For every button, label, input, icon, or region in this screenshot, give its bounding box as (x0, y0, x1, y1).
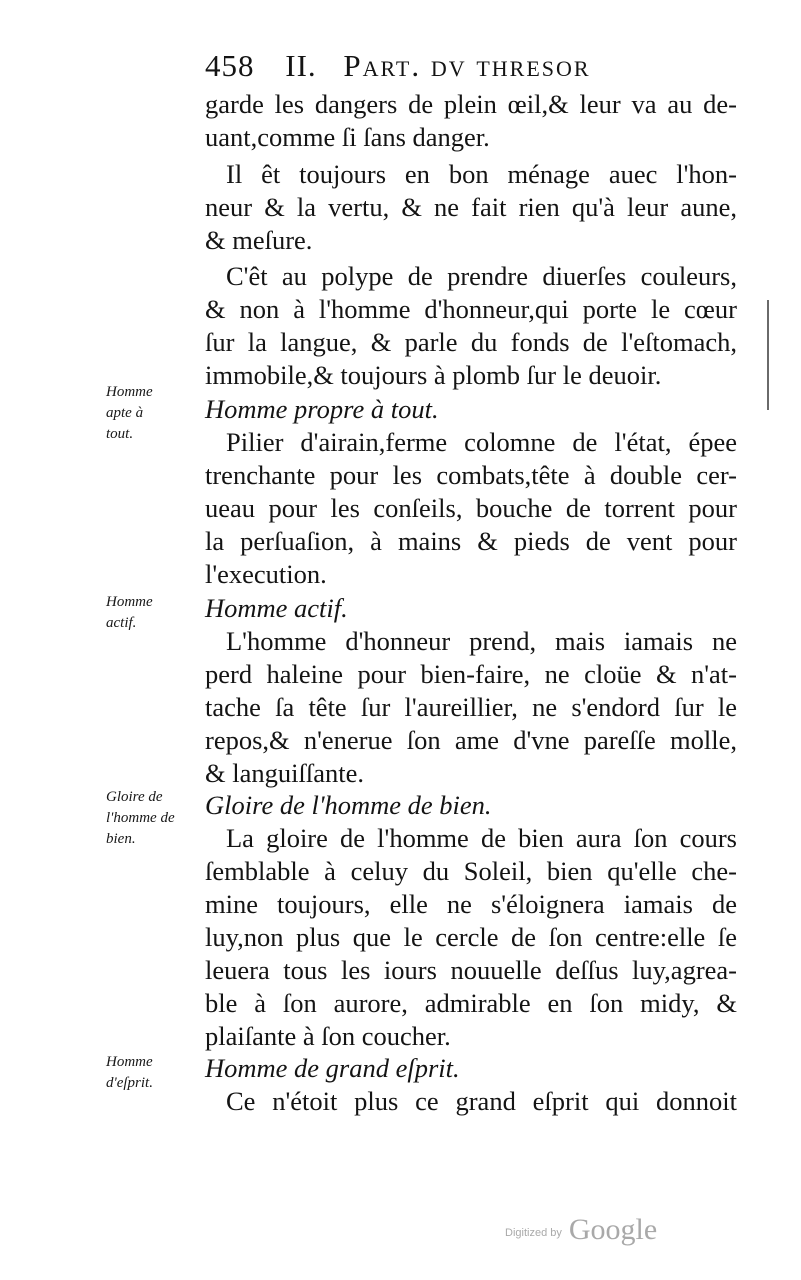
text-line: & non à l'homme d'honneur,qui porte le cœur (205, 294, 737, 324)
text-line: ble à ſon aurore, admirable en ſon midy, & (205, 988, 737, 1018)
text-line: Pilier d'airain,ferme colomne de l'état, épee (226, 427, 737, 457)
watermark-brand: Google (568, 1213, 658, 1246)
margin-note-line: d'eſprit. (106, 1075, 153, 1091)
text-line: leuera tous les iours nouuelle deſſus luy,agrea- (205, 955, 737, 985)
margin-note (106, 382, 206, 445)
margin-note-line: l'homme de (106, 810, 175, 826)
running-title: Part. dv thresor (343, 48, 591, 83)
text-line: & meſure. (205, 225, 313, 255)
margin-note (106, 592, 206, 634)
text-line: La gloire de l'homme de bien aura ſon cours (226, 823, 737, 853)
text-line: Ce n'étoit plus ce grand eſprit qui donnoit (226, 1086, 737, 1116)
text-line: Il êt toujours en bon ménage auec l'hon- (226, 159, 737, 189)
margin-note-line: Homme (106, 1054, 153, 1070)
page-number: 458 (205, 48, 255, 83)
running-header (205, 48, 591, 84)
margin-note (106, 787, 206, 850)
text-line: tache ſa tête ſur l'aureillier, ne s'endord ſur le (205, 692, 737, 722)
watermark-prefix: Digitized by (505, 1227, 562, 1239)
text-line: C'êt au polype de prendre diuerſes couleurs, (226, 261, 737, 291)
part-number: II. (285, 48, 317, 83)
text-line: & languiſſante. (205, 758, 364, 788)
margin-note-line: Gloire de (106, 789, 163, 805)
margin-note-line: actif. (106, 615, 137, 631)
margin-note (106, 1052, 206, 1094)
section-heading: Homme actif. (205, 593, 348, 623)
page-edge-shadow (767, 300, 769, 410)
text-line: ſur la langue, & parle du fonds de l'eſtomach, (205, 327, 737, 357)
margin-note-line: bien. (106, 831, 136, 847)
text-line: uant,comme ſi ſans danger. (205, 122, 490, 152)
text-line: ueau pour les conſeils, bouche de torrent pour (205, 493, 737, 523)
text-line: neur & la vertu, & ne fait rien qu'à leur aune, (205, 192, 737, 222)
digitization-watermark (505, 1213, 657, 1247)
text-line: L'homme d'honneur prend, mais iamais ne (226, 626, 737, 656)
text-line: luy,non plus que le cercle de ſon centre:elle ſe (205, 922, 737, 952)
margin-note-line: Homme (106, 384, 153, 400)
text-line: la perſuaſion, à mains & pieds de vent pour (205, 526, 737, 556)
text-line: immobile,& toujours à plomb ſur le deuoir. (205, 360, 662, 390)
margin-note-line: apte à (106, 405, 144, 421)
text-line: l'execution. (205, 559, 327, 589)
text-line: mine toujours, elle ne s'éloignera iamais de (205, 889, 737, 919)
text-line: ſemblable à celuy du Soleil, bien qu'elle che- (205, 856, 737, 886)
text-line: repos,& n'enerue ſon ame d'vne pareſſe molle, (205, 725, 737, 755)
margin-note-line: tout. (106, 426, 134, 442)
section-heading: Gloire de l'homme de bien. (205, 790, 492, 820)
margin-note-line: Homme (106, 594, 153, 610)
section-heading: Homme de grand eſprit. (205, 1053, 460, 1083)
text-line: plaiſante à ſon coucher. (205, 1021, 451, 1051)
text-line: trenchante pour les combats,tête à double cer- (205, 460, 737, 490)
text-line: garde les dangers de plein œil,& leur va au de- (205, 89, 737, 119)
text-line: perd haleine pour bien-faire, ne cloüe & n'at- (205, 659, 737, 689)
section-heading: Homme propre à tout. (205, 394, 439, 424)
